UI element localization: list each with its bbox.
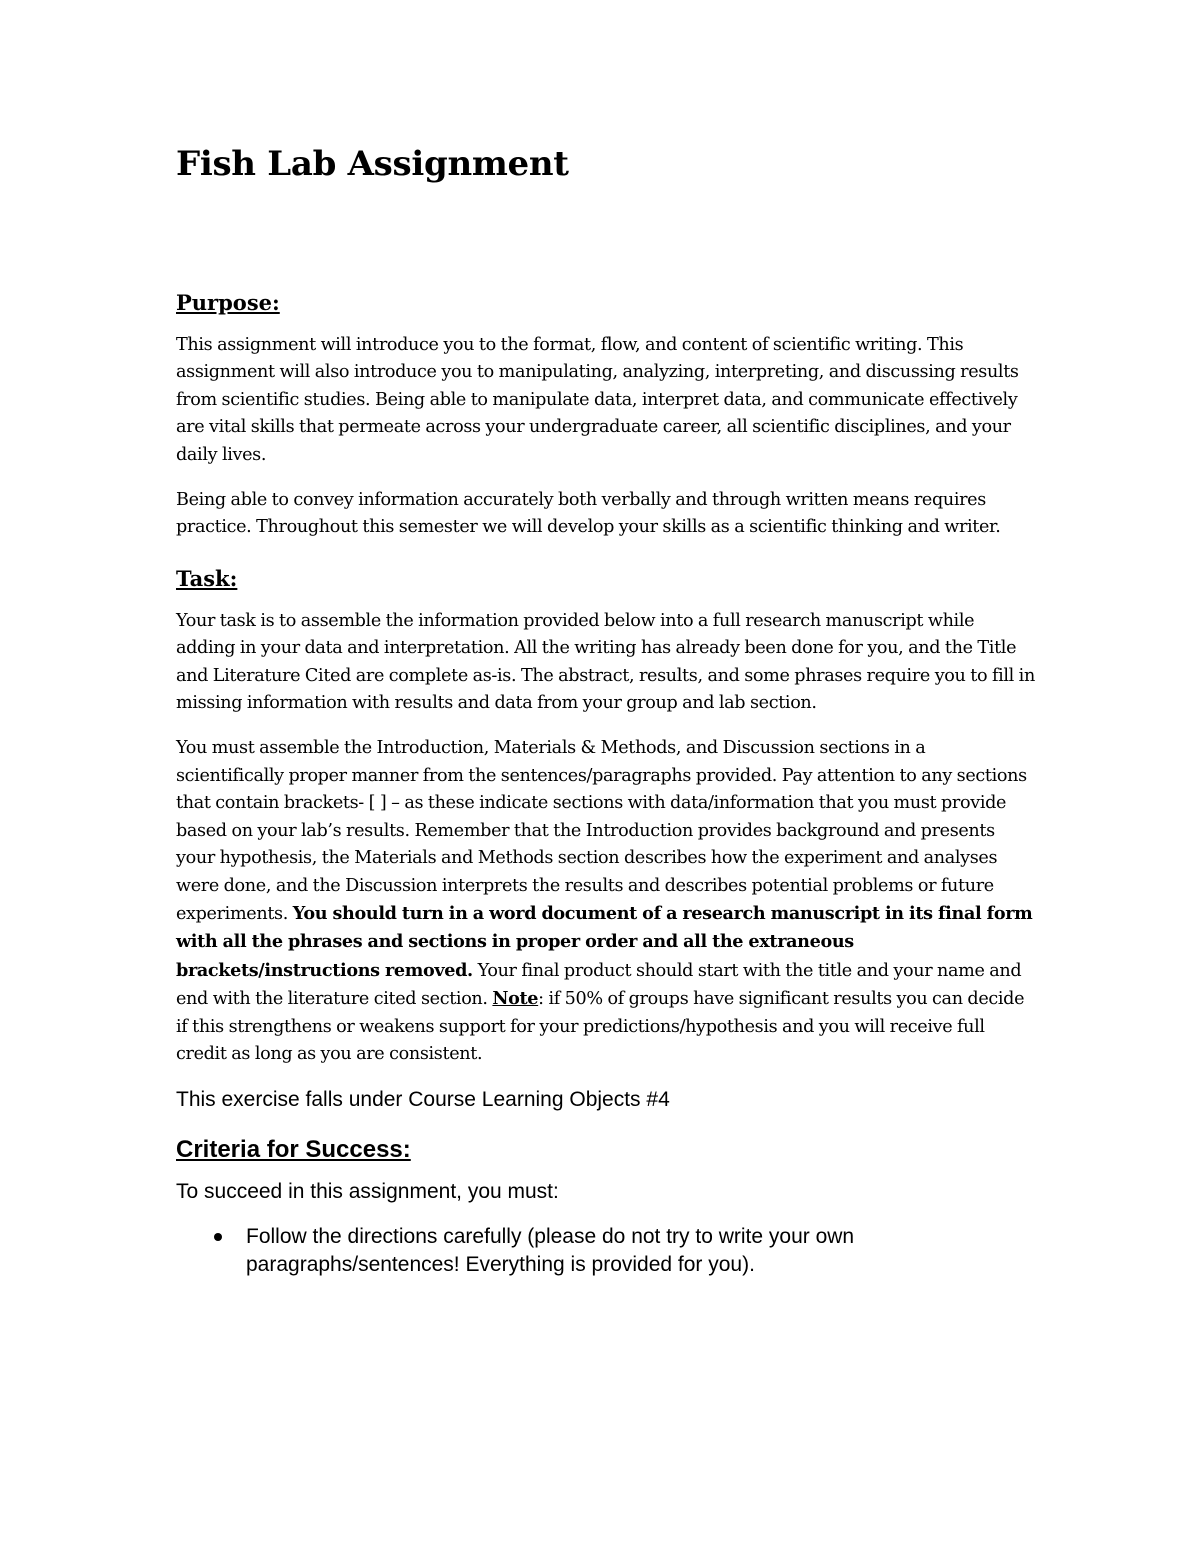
course-learning-objects-note: This exercise falls under Course Learning Objects #4 xyxy=(176,1088,670,1112)
note-text: : if 50% of groups have significant results you can decide if this strengthens or weakens support for your predictions/hypothesis and you will receive full credit as long as you are consistent. xyxy=(176,989,1025,1064)
purpose-heading: Purpose: xyxy=(176,290,280,315)
criteria-item-text: Follow the directions carefully (please do not try to write your own paragraphs/sentences! Everything is provided for you). xyxy=(246,1225,855,1277)
task-paragraph-2-bold: You should turn in a word document of a research manuscript in its final form with all the phrases and sections in proper order and all the extraneous brackets/instructions removed. xyxy=(176,902,1033,981)
criteria-intro: To succeed in this assignment, you must: xyxy=(176,1180,559,1204)
bullet-icon xyxy=(214,1233,222,1241)
purpose-paragraph-1: This assignment will introduce you to the format, flow, and content of scientific writing. This assignment will also introduce you to manipulating, analyzing, interpreting, and discussing results from scientific studies. Being able to manipulate data, interpret data, and communicate effectively are vital skills that permeate across your undergraduate career, all scientific disciplines, and your daily lives. xyxy=(176,335,1019,465)
task-paragraph-1: Your task is to assemble the information provided below into a full research manuscript while adding in your data and interpretation. All the writing has already been done for you, and the Title and Literature Cited are complete as-is. The abstract, results, and some phrases require you to fill in missing information with results and data from your group and lab section. xyxy=(176,610,1035,714)
criteria-list xyxy=(176,1223,1036,1279)
document-page xyxy=(176,138,1036,1279)
task-paragraph-2 xyxy=(176,735,1036,1068)
purpose-paragraph-2: Being able to convey information accurately both verbally and through written means requires practice. Throughout this semester we will develop your skills as a scientific thinking and writer. xyxy=(176,490,1001,538)
task-heading: Task: xyxy=(176,565,238,591)
list-item xyxy=(176,1223,1036,1279)
task-paragraph-2-text: You must assemble the Introduction, Materials & Methods, and Discussion sections in a scientifically proper manner from the sentences/paragraphs provided. Pay attention to any sections that contain brackets- [ ] – as these indicate sections with data/information that you must provide based on your lab’s results. Remember that the Introduction provides background and presents your hypothesis, the Materials and Methods section describes how the experiment and analyses were done, and the Discussion interprets the results and describes potential problems or future experiments. xyxy=(176,738,1027,924)
note-label: Note xyxy=(492,988,539,1010)
task-paragraph-2-text-continued: Your final product should start with the title and your name and end with the literature cited section. xyxy=(176,960,1022,1010)
document-title: Fish Lab Assignment xyxy=(176,144,569,184)
criteria-heading: Criteria for Success: xyxy=(176,1136,411,1164)
